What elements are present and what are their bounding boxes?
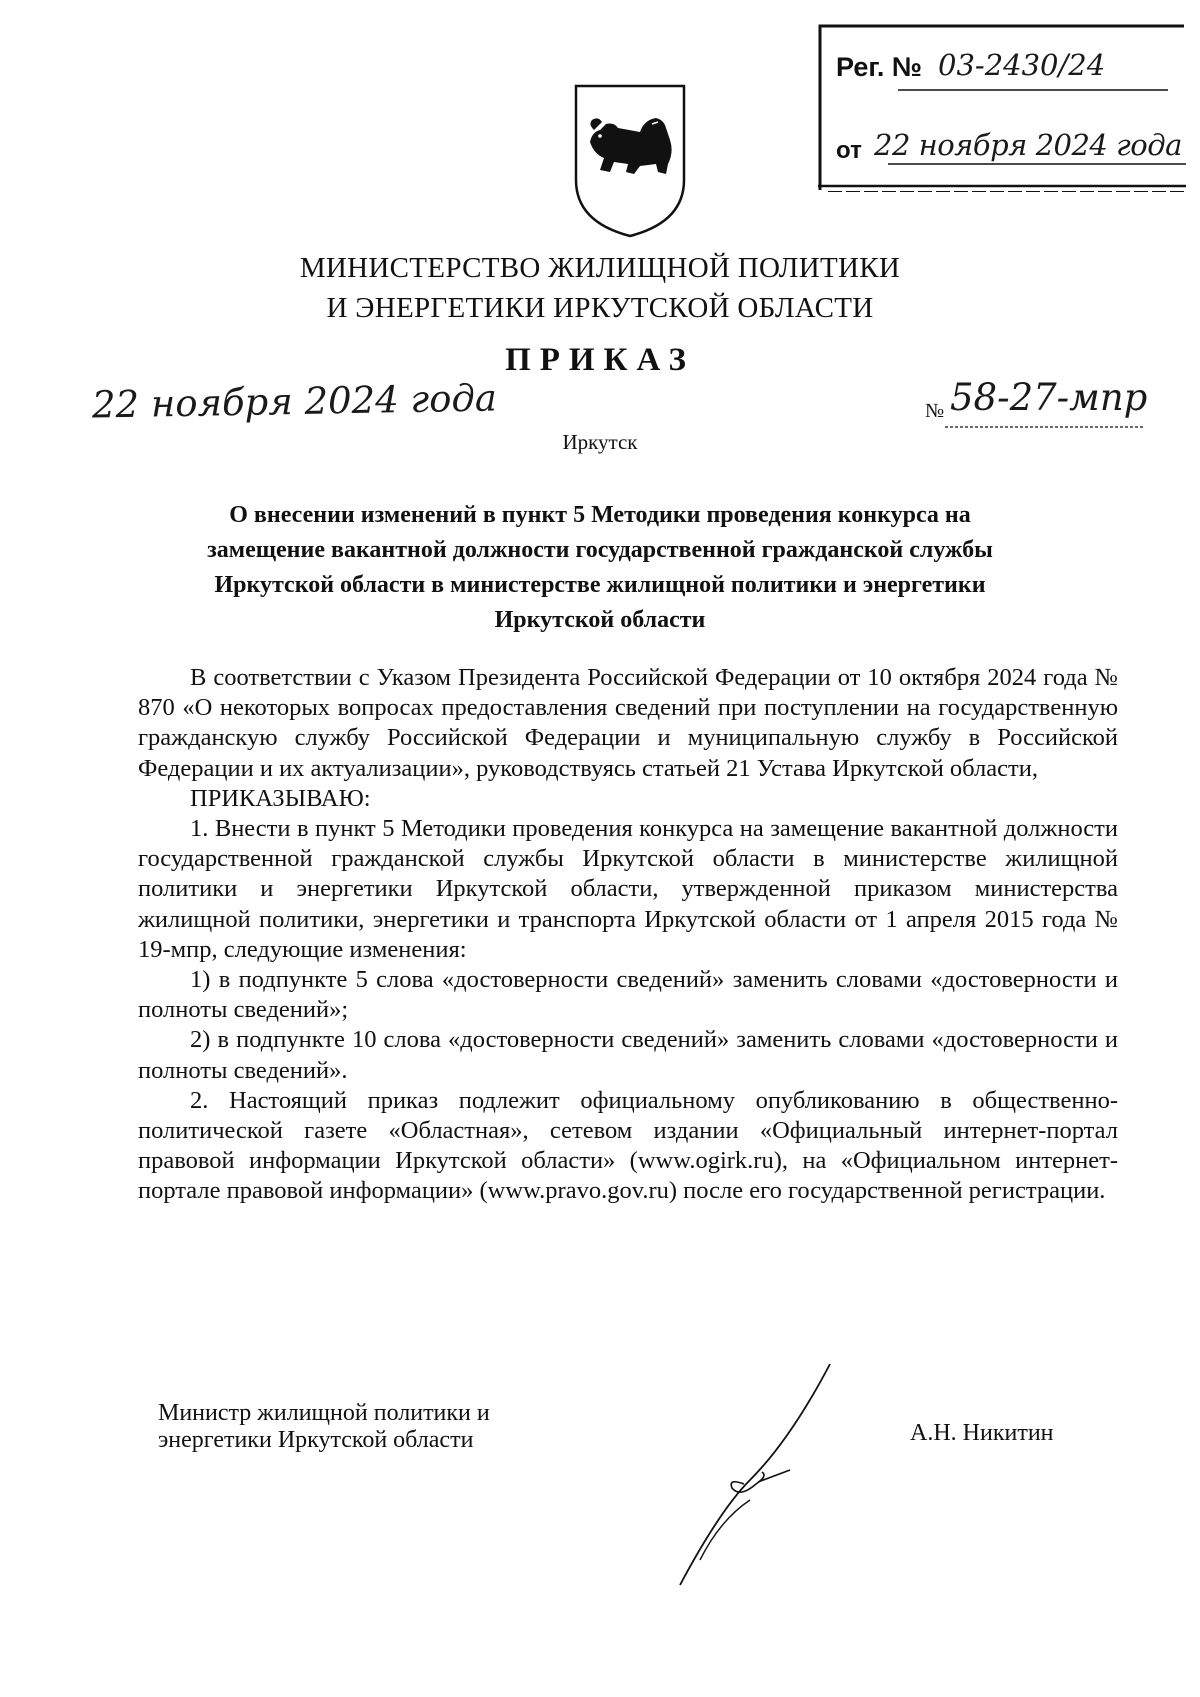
from-label: от (836, 137, 862, 164)
reg-label: Рег. № (836, 52, 922, 82)
signatory-name: А.Н. Никитин (910, 1420, 1054, 1446)
item-2-paragraph: 2. Настоящий приказ подлежит официальному опубликованию в общественно-политической газете «Областная», сетевом издании «Официальный интернет-портал правовой информации Иркутской области» (www.ogirk.ru), на «Официальном интернет-портале правовой информации» (www.pravo.gov.ru) после его государственной регистрации. (138, 1086, 1118, 1205)
order-word: ПРИКАЗЫВАЮ: (190, 784, 371, 812)
item-1-paragraph: 1. Внести в пункт 5 Методики проведения конкурса на замещение вакантной должности государственной гражданской службы Иркутской области в министерстве жилищной политики и энергетики Иркутской области, утвержденной приказом министерства жилищной политики, энергетики и транспорта Иркутской области от 1 апреля 2015 года № 19-мпр, следующие изменения: (138, 815, 1118, 963)
subject-line-4: Иркутской области (494, 607, 706, 633)
ministry-name-line-1: МИНИСТЕРСТВО ЖИЛИЩНОЙ ПОЛИТИКИ (299, 252, 901, 284)
number-label: № (925, 400, 945, 422)
ministry-name-line-2: И ЭНЕРГЕТИКИ ИРКУТСКОЙ ОБЛАСТИ (326, 292, 874, 324)
subject-line-2: замещение вакантной должности государственной гражданской службы (207, 537, 993, 563)
irkutsk-coat-of-arms-icon (570, 80, 690, 240)
preamble-paragraph: В соответствии с Указом Президента Российской Федерации от 10 октября 2024 года № 870 «О некоторых вопросах предоставления сведений при поступлении на государственную гражданскую службу Российской Федерации и муниципальную службу в Российской Федерации и их актуализации», руководствуясь статьей 21 Устава Иркутской области, (138, 664, 1118, 782)
order-body (138, 663, 1118, 1207)
registration-stamp (818, 22, 1186, 192)
position-line-2: энергетики Иркутской области (158, 1427, 474, 1453)
handwritten-signature (640, 1360, 860, 1590)
subject-line-1: О внесении изменений в пункт 5 Методики проведения конкурса на (229, 502, 971, 528)
order-subject (150, 498, 1050, 638)
order-number-handwritten: 58-27-мпр (950, 376, 1148, 419)
item-1-subitem-1: 1) в подпункте 5 слова «достоверности сведений» заменить словами «достоверности и полноты сведений»; (138, 966, 1118, 1024)
position-line-1: Министр жилищной политики и (158, 1400, 490, 1426)
reg-number-handwritten: 03-2430/24 (938, 48, 1106, 82)
order-date-handwritten: 22 ноября 2024 года (91, 376, 498, 427)
signatory-position (158, 1400, 490, 1454)
reg-date-handwritten: 22 ноября 2024 года (874, 128, 1182, 162)
item-1-subitem-2: 2) в подпункте 10 слова «достоверности сведений» заменить словами «достоверности и полноты сведений». (138, 1026, 1118, 1084)
document-type: ПРИКАЗ (505, 342, 695, 378)
city-name: Иркутск (562, 430, 638, 454)
subject-line-3: Иркутской области в министерстве жилищной политики и энергетики (214, 572, 986, 598)
